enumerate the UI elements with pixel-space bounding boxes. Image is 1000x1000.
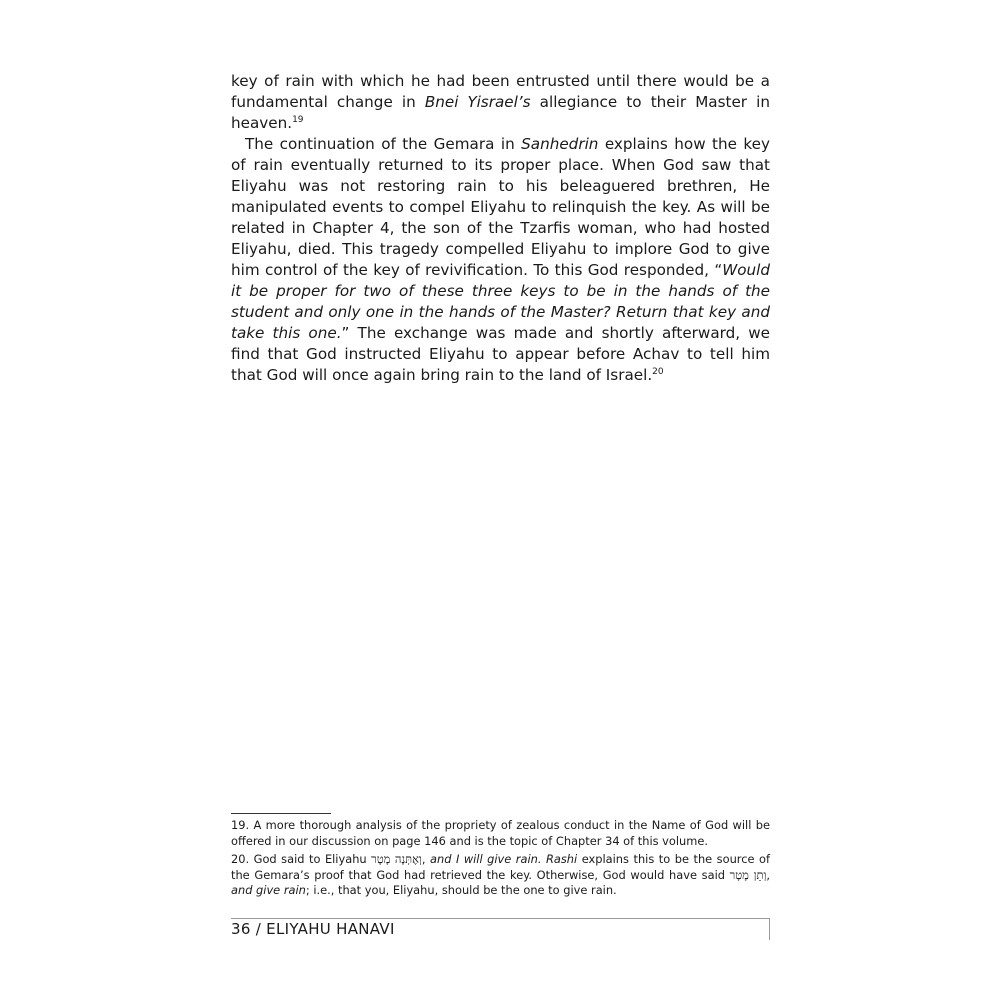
running-footer: 36 / ELIYAHU HANAVI	[231, 920, 395, 938]
footnote-20	[231, 852, 770, 899]
footnote-ref-19[interactable]: 19	[292, 114, 304, 125]
paragraph-2-text-b: explains how the key of rain eventually returned to its proper place. When God saw that Eliyahu was not restoring rain to his beleaguered brethren, He manipulated events to compel Eliyahu to relinquish the key. As will be related in Chapter 4, the son of the Tzarfis woman, who had hosted Eliyahu, died. This tragedy compelled Eliyahu to implore God to give him control of the key of revivification. To this God responded, “	[231, 135, 771, 279]
footnote-20-text-e: ; i.e., that you, Eliyahu, should be the one to give rain.	[305, 883, 617, 897]
footnote-20-italic-b: and give rain	[231, 883, 306, 897]
paragraph-1-text-a: key of rain with which he had been entrusted until there would be a fundamental change in	[231, 72, 770, 111]
paragraph-1-text-b: allegiance to their Master in heaven.	[231, 93, 771, 132]
footnote-20-text-b: ,	[421, 852, 430, 866]
footnote-20-italic-a: and I will give rain. Rashi	[430, 852, 578, 866]
paragraph-1	[231, 71, 770, 134]
paragraph-2-text-c: ” The exchange was made and shortly afterward, we find that God instructed Eliyahu to appear before Achav to tell him that God will once again bring rain to the land of Israel.	[231, 324, 770, 384]
footnote-divider	[231, 813, 331, 814]
footnote-19: 19. A more thorough analysis of the propriety of zealous conduct in the Name of God will be offered in our discussion on page 146 and is the topic of Chapter 34 of this volume.	[231, 818, 770, 848]
footnote-ref-20[interactable]: 20	[652, 366, 664, 377]
paragraph-2-italic-quote: Would it be proper for two of these three keys to be in the hands of the student and only one in the hands of the Master? Return that key and take this one.	[231, 261, 770, 342]
body-text	[231, 71, 770, 386]
footnote-20-hebrew-b: וְתֵן מָטָר	[729, 867, 767, 882]
footnote-20-text-c: explains this to be the source of the Gemara’s proof that God had retrieved the key. Otherwise, God would have said	[231, 852, 770, 882]
footnote-20-hebrew-a: וְאֶתְּנָה מָטָר	[371, 852, 422, 866]
paragraph-2-text-a: The continuation of the Gemara in	[245, 135, 522, 153]
page-footer	[231, 918, 770, 940]
paragraph-2	[231, 134, 770, 386]
footnote-20-text-d: ,	[766, 867, 770, 882]
paragraph-1-italic-term: Bnei Yisrael’s	[424, 93, 531, 111]
footnotes	[231, 818, 770, 902]
footnote-20-text-a: 20. God said to Eliyahu	[231, 852, 372, 866]
paragraph-2-italic-term: Sanhedrin	[521, 135, 599, 153]
